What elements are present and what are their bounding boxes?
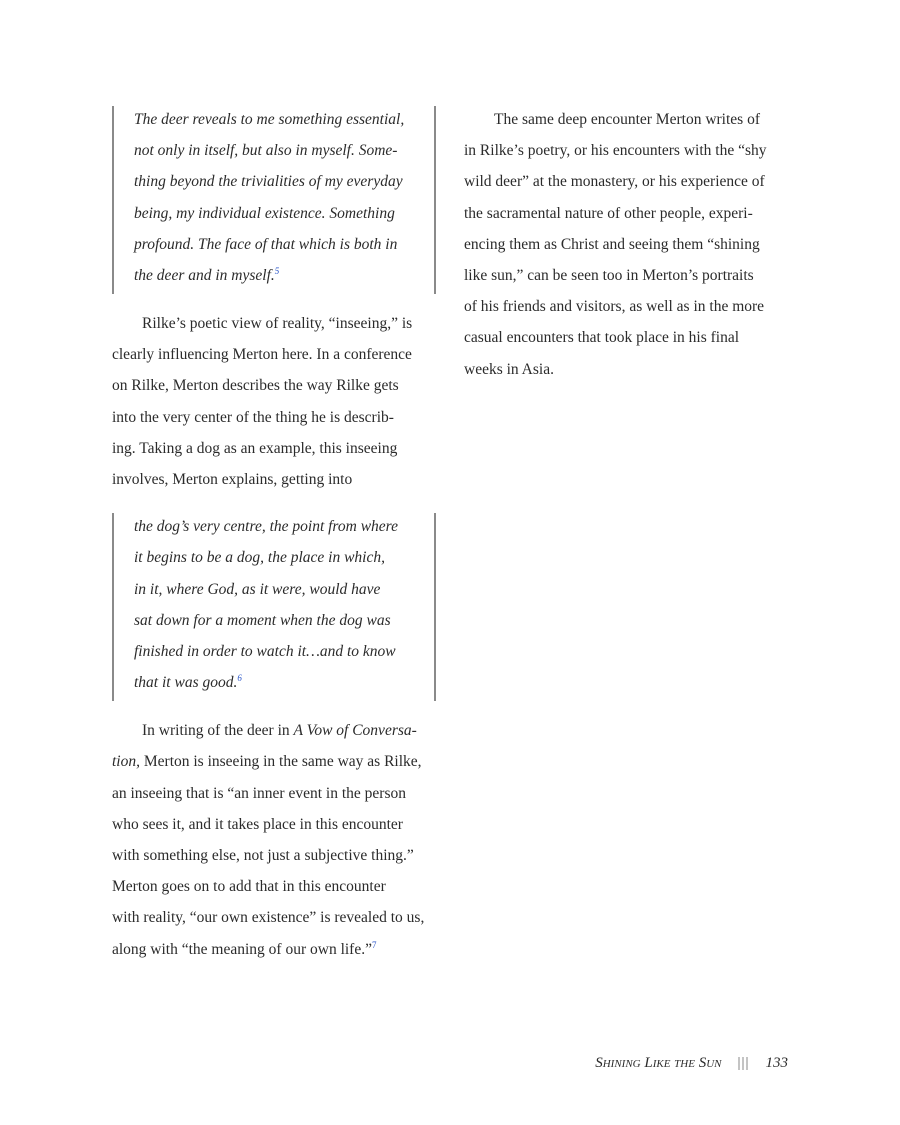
paragraph-rilke-inseeing — [112, 308, 438, 495]
quote-line: finished in order to watch it…and to know — [134, 643, 396, 661]
para-line: weeks in Asia. — [464, 360, 554, 378]
para-line: who sees it, and it takes place in this encounter — [112, 815, 403, 833]
para-line: the sacramental nature of other people, experi- — [464, 204, 753, 222]
para-line: with something else, not just a subjective thing.” — [112, 847, 414, 865]
quote-line: the dog’s very centre, the point from where — [134, 518, 399, 536]
para-line: with reality, “our own existence” is revealed to us, — [112, 909, 425, 927]
para-line: into the very center of the thing he is describ- — [112, 408, 394, 426]
para-line — [112, 746, 438, 777]
quote-line-text: that it was good. — [134, 674, 238, 692]
quote-line-text: the deer and in myself. — [134, 267, 275, 285]
para-text: along with “the meaning of our own life.” — [112, 940, 372, 958]
para-line — [112, 715, 438, 746]
footnote-ref-6[interactable]: 6 — [237, 673, 242, 684]
para-text: Merton is inseeing in the same way as Rilke, — [140, 753, 422, 771]
para-line: like sun,” can be seen too in Merton’s portraits — [464, 267, 754, 285]
para-text: In writing of the deer in — [142, 722, 294, 740]
block-quote-dog — [112, 511, 438, 701]
quote-line — [134, 260, 438, 291]
quote-line: sat down for a moment when the dog was — [134, 611, 391, 629]
para-line: ing. Taking a dog as an example, this inseeing — [112, 439, 398, 457]
paragraph-deep-encounter — [464, 104, 794, 385]
book-title: tion, — [112, 753, 140, 771]
page-footer — [595, 1055, 788, 1072]
running-title: Shining Like the Sun — [595, 1055, 722, 1071]
quote-line: profound. The face of that which is both in — [134, 235, 398, 253]
quote-line: not only in itself, but also in myself. Some- — [134, 142, 398, 160]
footnote-ref-5[interactable]: 5 — [274, 265, 280, 276]
quote-line: thing beyond the trivialities of my everyday — [134, 173, 403, 191]
para-line: encing them as Christ and seeing them “shining — [464, 235, 760, 253]
para-line: of his friends and visitors, as well as in the more — [464, 298, 765, 316]
book-title: A Vow of Conversa- — [293, 722, 417, 740]
para-line: on Rilke, Merton describes the way Rilke gets — [112, 377, 399, 395]
quote-line — [134, 667, 438, 698]
page-number: 133 — [765, 1055, 788, 1071]
para-line: wild deer” at the monastery, or his experience of — [464, 173, 765, 191]
block-quote-deer — [112, 104, 438, 294]
left-column — [112, 104, 438, 965]
para-line: in Rilke’s poetry, or his encounters with the “shy — [464, 142, 767, 160]
footer-separator: ||| — [737, 1055, 750, 1071]
quote-line: it begins to be a dog, the place in which, — [134, 549, 385, 567]
quote-line: The deer reveals to me something essential, — [134, 111, 405, 128]
right-column — [464, 104, 794, 385]
para-line: Rilke’s poetic view of reality, “inseeing,” is — [142, 315, 413, 332]
paragraph-vow-of-conversation — [112, 715, 438, 965]
para-line — [112, 934, 438, 965]
para-line: involves, Merton explains, getting into — [112, 471, 353, 489]
para-line: clearly influencing Merton here. In a conference — [112, 346, 412, 364]
footnote-ref-7[interactable]: 7 — [371, 939, 377, 950]
para-line: The same deep encounter Merton writes of — [494, 111, 760, 128]
quote-line: being, my individual existence. Something — [134, 204, 395, 222]
para-line: Merton goes on to add that in this encounter — [112, 878, 386, 896]
para-line: an inseeing that is “an inner event in the person — [112, 784, 406, 802]
quote-line: in it, where God, as it were, would have — [134, 580, 381, 598]
para-line: casual encounters that took place in his final — [464, 329, 740, 347]
